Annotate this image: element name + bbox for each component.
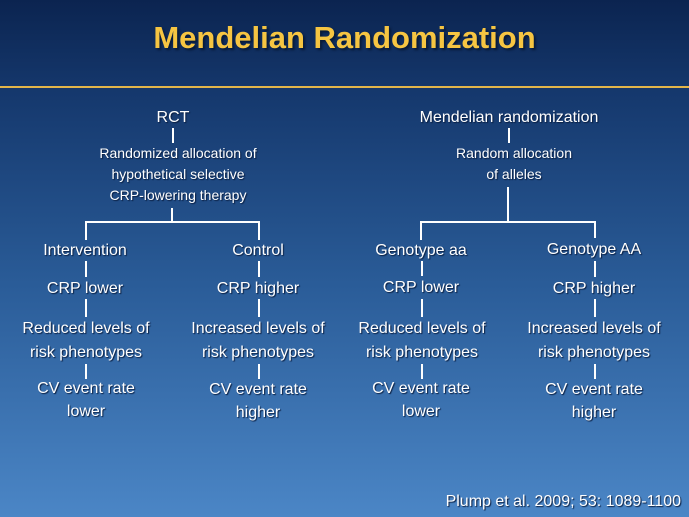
control-crp-label: CRP higher (216, 280, 300, 297)
intervention-connector-1 (85, 261, 87, 277)
mr-allocation-line-2: of alleles (486, 166, 542, 182)
genotype-aa-crp-label: CRP lower (382, 279, 460, 296)
rct-control-drop (258, 221, 260, 240)
control-connector-1 (258, 261, 260, 277)
rct-allocation-line-3: CRP-lowering therapy (109, 187, 247, 203)
control-phenotype-line-1: Increased levels of (191, 320, 325, 337)
genotype-AA-connector-2 (594, 299, 596, 317)
control-outcome-line-1: CV event rate (209, 381, 307, 398)
genotype-AA-connector-3 (594, 364, 596, 379)
mr-split-bar (421, 221, 596, 223)
genotype-aa-outcome-line-2: lower (401, 403, 441, 420)
rct-split-bar (86, 221, 260, 223)
genotype-AA-outcome-line-2: higher (571, 404, 617, 421)
genotype-aa-phenotype-line-2: risk phenotypes (365, 344, 479, 361)
genotype-AA-outcome-line-1: CV event rate (545, 381, 643, 398)
mr-genotype-aa-drop (420, 221, 422, 240)
control-connector-2 (258, 299, 260, 317)
title-divider (0, 86, 689, 88)
control-group-label: Control (232, 242, 284, 259)
genotype-AA-phenotype-line-2: risk phenotypes (537, 344, 651, 361)
mr-allocation-line-1: Random allocation (456, 145, 572, 161)
genotype-aa-connector-3 (421, 364, 423, 379)
rct-split-stem (171, 208, 173, 222)
intervention-phenotype-line-1: Reduced levels of (22, 320, 150, 337)
mr-root-connector (508, 128, 510, 143)
genotype-AA-phenotype-line-1: Increased levels of (527, 320, 661, 337)
intervention-connector-2 (85, 299, 87, 317)
intervention-connector-3 (85, 364, 87, 379)
rct-intervention-drop (85, 221, 87, 240)
genotype-AA-connector-1 (594, 261, 596, 277)
rct-root-label: RCT (156, 109, 190, 126)
genotype-AA-crp-label: CRP higher (552, 280, 636, 297)
intervention-outcome-line-1: CV event rate (37, 380, 135, 397)
control-phenotype-line-2: risk phenotypes (201, 344, 315, 361)
genotype-aa-phenotype-line-1: Reduced levels of (358, 320, 486, 337)
mr-split-stem (507, 187, 509, 222)
genotype-aa-outcome-line-1: CV event rate (372, 380, 470, 397)
citation: Plump et al. 2009; 53: 1089-1100 (445, 493, 681, 510)
intervention-phenotype-line-2: risk phenotypes (29, 344, 143, 361)
genotype-aa-label: Genotype aa (375, 242, 467, 259)
control-outcome-line-2: higher (235, 404, 281, 421)
rct-allocation-line-1: Randomized allocation of (99, 145, 257, 161)
intervention-outcome-line-2: lower (66, 403, 106, 420)
genotype-aa-connector-2 (421, 299, 423, 317)
slide-title: Mendelian Randomization (153, 20, 536, 55)
mr-genotype-AA-drop (594, 221, 596, 238)
genotype-AA-label: Genotype AA (546, 241, 642, 258)
genotype-aa-connector-1 (421, 261, 423, 276)
rct-allocation-line-2: hypothetical selective (111, 166, 245, 182)
mr-root-label: Mendelian randomization (419, 109, 599, 126)
control-connector-3 (258, 364, 260, 379)
intervention-group-label: Intervention (43, 242, 127, 259)
rct-root-connector (172, 128, 174, 143)
intervention-crp-label: CRP lower (46, 280, 124, 297)
